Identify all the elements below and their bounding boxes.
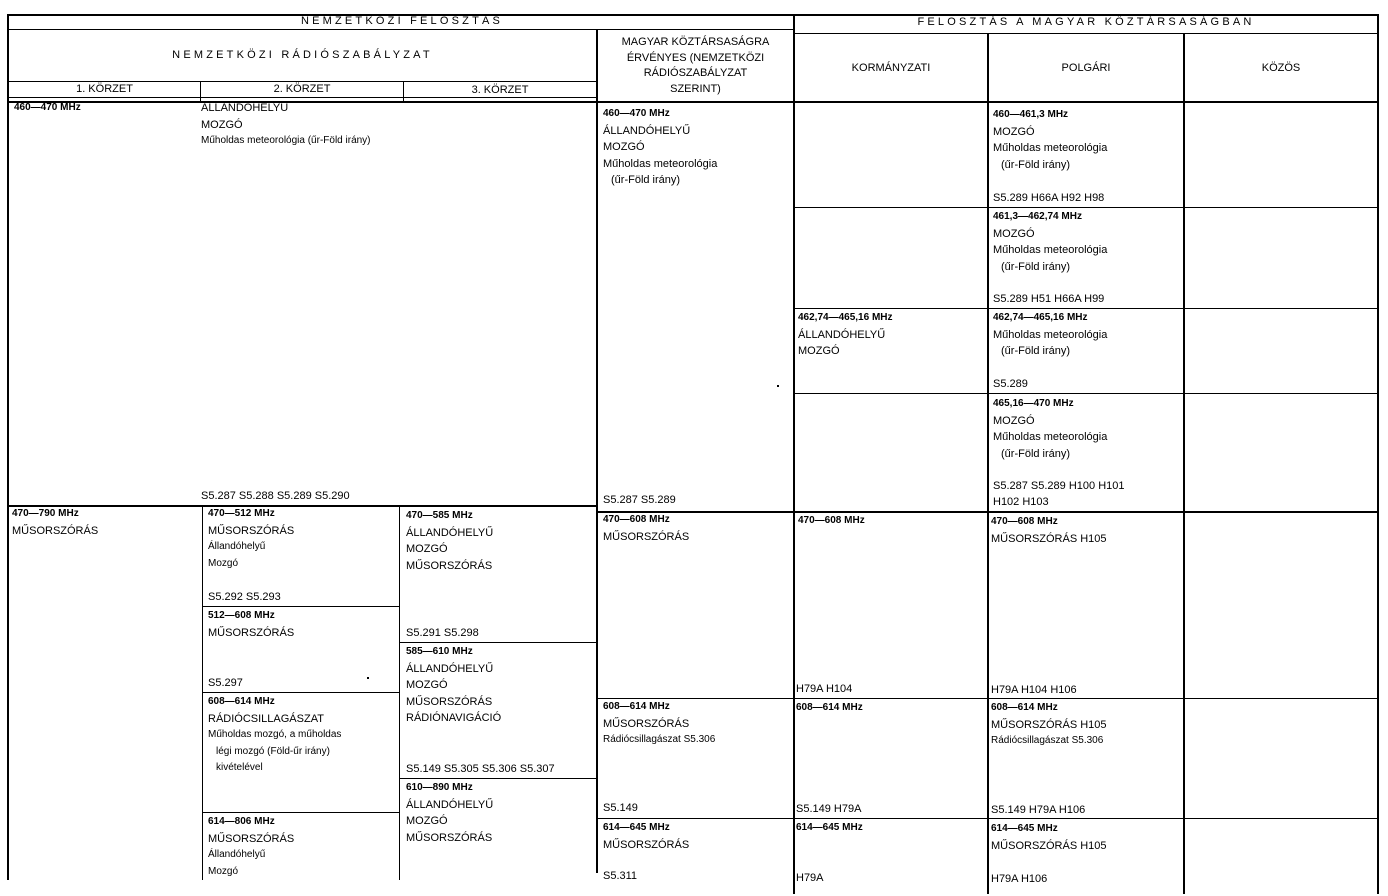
- grid-line: [7, 81, 597, 82]
- gov-band-608-614: 608—614 MHz: [796, 702, 863, 713]
- civil-cell-465-470: 465,16—470 MHz MOZGÓ Műholdas meteorológia (űr-Föld irány): [993, 398, 1108, 460]
- grid-line: [596, 29, 598, 873]
- civil-footnotes-465-470-line2: H102 H103: [993, 496, 1049, 508]
- gov-band-470-608: 470—608 MHz: [798, 515, 865, 526]
- gov-footnotes-470-608: H79A H104: [796, 683, 853, 695]
- region2-cell-614-806: 614—806 MHz MŰSORSZÓRÁS Állandóhelyű Mozgó: [208, 816, 295, 877]
- hu-footnotes-608-614: S5.149: [603, 802, 638, 814]
- civil-cell-608-614: 608—614 MHz MŰSORSZÓRÁS H105 Rádiócsillagászat S5.306: [991, 702, 1107, 746]
- grid-line: [399, 505, 400, 880]
- scan-speck: [367, 677, 369, 679]
- civil-footnotes-465-470: S5.287 S5.289 H100 H101: [993, 480, 1125, 492]
- region3-footnotes-470-585: S5.291 S5.298: [406, 627, 479, 639]
- region1-cell-470-790: 470—790 MHz MŰSORSZÓRÁS: [12, 508, 99, 537]
- civil-footnotes-608-614: S5.149 H79A H106: [991, 804, 1086, 816]
- header-region-1: 1. KÖRZET: [76, 83, 133, 95]
- hu-cell-608-614: 608—614 MHz MŰSORSZÓRÁS Rádiócsillagászat S5.306: [603, 701, 716, 745]
- grid-line: [793, 207, 1379, 208]
- region3-footnotes-585-610: S5.149 S5.305 S5.306 S5.307: [406, 763, 555, 775]
- grid-line: [987, 33, 989, 894]
- region2-footnotes-512-608: S5.297: [208, 677, 243, 689]
- hu-cell-470-608: 470—608 MHz MŰSORSZÓRÁS: [603, 514, 690, 543]
- header-region-3: 3. KÖRZET: [471, 84, 529, 96]
- region2-cell-608-614: 608—614 MHz RÁDIÓCSILLAGÁSZAT Műholdas mozgó, a műholdas légi mozgó (Föld-űr irány) kivételével: [208, 696, 342, 773]
- header-civil: POLGÁRI: [1061, 62, 1111, 74]
- scan-speck: [777, 385, 779, 387]
- header-region-2: 2. KÖRZET: [273, 83, 331, 95]
- services-460-470: ÁLLANDÓHELYŰ MOZGÓ Műholdas meteorológia (űr-Föld irány): [201, 102, 371, 146]
- region2-footnotes-470-512: S5.292 S5.293: [208, 591, 281, 603]
- gov-cell-462-465: 462,74—465,16 MHz ÁLLANDÓHELYŰ MOZGÓ: [798, 312, 893, 357]
- civil-cell-461-462: 461,3—462,74 MHz MOZGÓ Műholdas meteorológia (űr-Föld irány): [993, 211, 1108, 273]
- grid-line: [202, 692, 399, 693]
- header-common: KÖZÖS: [1261, 62, 1301, 74]
- civil-footnotes-470-608: H79A H104 H106: [991, 684, 1077, 696]
- grid-line: [7, 97, 597, 98]
- hu-footnotes-614-645: S5.311: [603, 870, 638, 882]
- hu-cell-460-470: 460—470 MHz ÁLLANDÓHELYŰ MOZGÓ Műholdas meteorológia (űr-Föld irány): [603, 108, 718, 186]
- hu-cell-614-645: 614—645 MHz MŰSORSZÓRÁS: [603, 822, 690, 851]
- header-valid-for-hungary: MAGYAR KÖZTÁRSASÁGRA ÉRVÉNYES (NEMZETKÖZI RÁDIÓSZABÁLYZAT SZERINT): [621, 36, 770, 95]
- grid-line: [399, 642, 597, 643]
- hu-footnotes-460-470: S5.287 S5.289: [603, 494, 676, 506]
- grid-line: [793, 14, 795, 894]
- grid-line: [1377, 14, 1379, 894]
- grid-line: [596, 511, 1379, 513]
- grid-line: [202, 606, 399, 607]
- civil-footnotes-461-462: S5.289 H51 H66A H99: [993, 293, 1105, 305]
- grid-line: [7, 29, 795, 30]
- gov-footnotes-614-645: H79A: [796, 872, 824, 884]
- civil-footnotes-614-645: H79A H106: [991, 873, 1048, 885]
- grid-line: [793, 308, 1379, 309]
- band-460-470: 460—470 MHz: [14, 102, 81, 113]
- grid-line: [202, 812, 399, 813]
- grid-line: [7, 14, 9, 880]
- gov-band-614-645: 614—645 MHz: [796, 822, 863, 833]
- footnotes-460-470: S5.287 S5.288 S5.289 S5.290: [201, 490, 350, 502]
- civil-footnotes-462-465: S5.289: [993, 378, 1028, 390]
- civil-footnotes-460-461: S5.289 H66A H92 H98: [993, 192, 1105, 204]
- header-hungary: FELOSZTÁS A MAGYAR KÖZTÁRSASÁGBAN: [917, 16, 1255, 28]
- civil-cell-462-465: 462,74—465,16 MHz Műholdas meteorológia (űr-Föld irány): [993, 312, 1108, 357]
- gov-footnotes-608-614: S5.149 H79A: [796, 803, 862, 815]
- grid-line: [399, 778, 597, 779]
- region3-cell-585-610: 585—610 MHz ÁLLANDÓHELYŰ MOZGÓ MŰSORSZÓRÁS RÁDIÓNAVIGÁCIÓ: [406, 646, 502, 724]
- grid-line: [793, 33, 1379, 34]
- grid-line: [1183, 33, 1185, 894]
- civil-cell-470-608: 470—608 MHz MŰSORSZÓRÁS H105: [991, 516, 1107, 545]
- civil-cell-460-461: 460—461,3 MHz MOZGÓ Műholdas meteorológia (űr-Föld irány): [993, 109, 1108, 171]
- civil-cell-614-645: 614—645 MHz MŰSORSZÓRÁS H105: [991, 823, 1107, 852]
- region3-cell-470-585: 470—585 MHz ÁLLANDÓHELYŰ MOZGÓ MŰSORSZÓRÁS: [406, 510, 494, 572]
- region3-cell-610-890: 610—890 MHz ÁLLANDÓHELYŰ MOZGÓ MŰSORSZÓRÁS: [406, 782, 494, 844]
- header-government: KORMÁNYZATI: [851, 62, 931, 74]
- region2-cell-470-512: 470—512 MHz MŰSORSZÓRÁS Állandóhelyű Mozgó: [208, 508, 295, 569]
- grid-line: [596, 818, 1379, 819]
- header-radio-regulations: NEMZETKÖZI RÁDIÓSZABÁLYZAT: [172, 49, 433, 61]
- grid-line: [793, 393, 1379, 394]
- header-international: NEMZETKÖZI FELOSZTÁS: [300, 15, 504, 27]
- region2-cell-512-608: 512—608 MHz MŰSORSZÓRÁS: [208, 610, 295, 639]
